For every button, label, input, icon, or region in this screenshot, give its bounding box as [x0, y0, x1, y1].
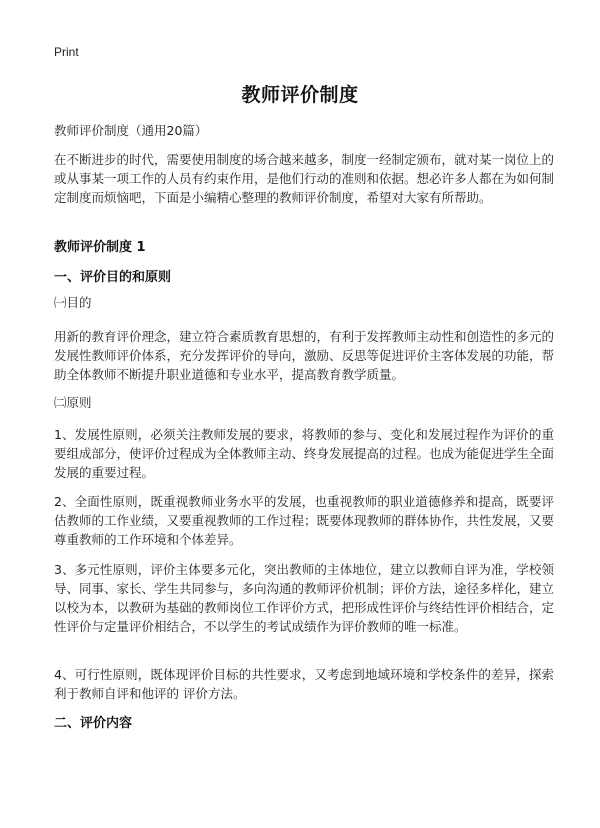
principle-paragraph: 4、可行性原则，既体现评价目标的共性要求，又考虑到地域环境和学校条件的差异，探索利于教师自评和他评的 评价方法。	[54, 667, 554, 701]
subheading-principles: ㈡原则	[54, 395, 92, 410]
section-heading: 教师评价制度 1	[54, 240, 146, 255]
principle-paragraph: 1、发展性原则，必须关注教师发展的要求，将教师的参与、变化和发展过程作为评价的重要组成部分，使评价过程成为全体教师主动、终身发展提高的过程。也成为能促进学生全面发展的重要过程。	[54, 427, 555, 480]
print-link[interactable]: Print	[54, 45, 79, 59]
principle-paragraph: 3、多元性原则，评价主体要多元化，突出教师的主体地位，建立以教师自评为准，学校领导、同事、家长、学生共同参与，多向沟通的教师评价机制；评价方法，途径多样化，建立以校为本，以教研为基础的教师岗位工作评价方式，把形成性评价与终结性评价相结合，定性评价与定量评价相结合，不以学生的考试成绩作为评价教师的唯一标准。	[54, 562, 555, 634]
document-title: 教师评价制度	[241, 84, 359, 106]
principle-paragraph: 2、全面性原则，既重视教师业务水平的发展，也重视教师的职业道德修养和提高，既要评估教师的工作业绩，又要重视教师的工作过程；既要体现教师的群体协作，共性发展，又要尊重教师的工作环境和个体差异。	[54, 494, 555, 547]
purpose-paragraph: 用新的教育评价理念，建立符合素质教育思想的，有利于发挥教师主动性和创造性的多元的发展性教师评价体系，充分发挥评价的导向，激励、反思等促进评价主客体发展的功能，帮助全体教师不断提升职业道德和专业水平，提高教育教学质量。	[54, 329, 555, 382]
part-heading: 一、评价目的和原则	[54, 270, 172, 285]
intro-paragraph: 在不断进步的时代，需要使用制度的场合越来越多，制度一经制定颁布，就对某一岗位上的或从事某一项工作的人员有约束作用，是他们行动的准则和依据。想必许多人都在为如何制定制度而烦恼吧，下面是小编精心整理的教师评价制度，希望对大家有所帮助。	[54, 152, 555, 205]
subheading-purpose: ㈠目的	[54, 295, 92, 310]
document-subtitle: 教师评价制度（通用20篇）	[54, 123, 208, 138]
part-heading: 二、评价内容	[54, 716, 133, 731]
